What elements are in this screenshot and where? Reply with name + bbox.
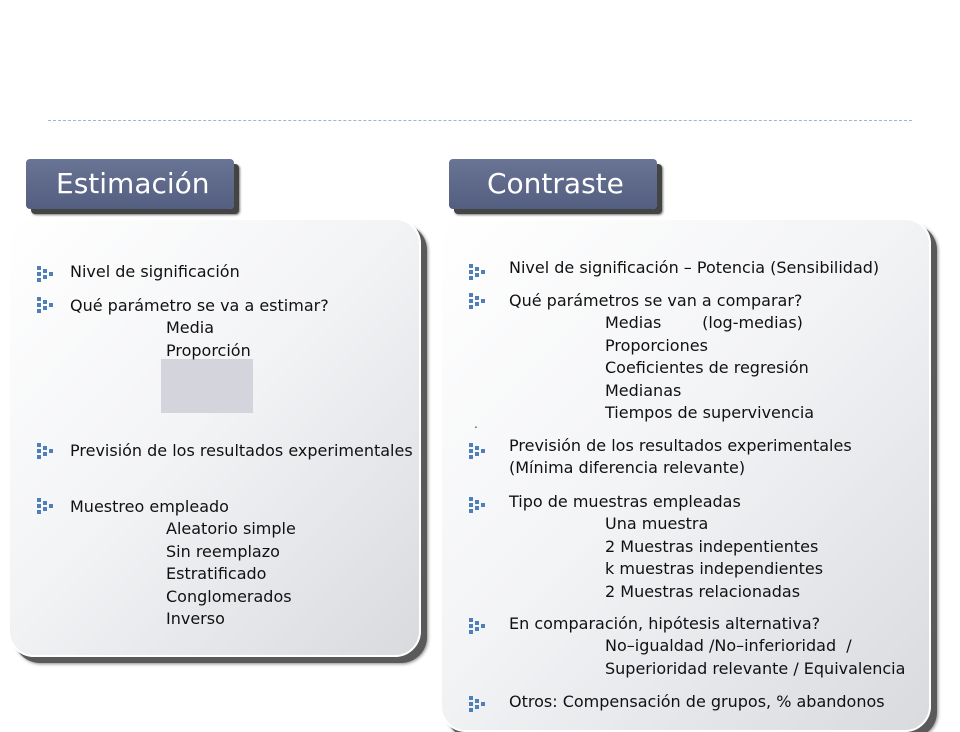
item-sub: Inverso (166, 609, 225, 629)
contraste-title: Contraste (449, 159, 657, 209)
list-item (509, 691, 885, 713)
list-item (509, 435, 852, 480)
item-heading: Previsión de los resultados experimentales (509, 436, 852, 455)
item-sub: Una muestra (605, 514, 709, 534)
item-heading: En comparación, hipótesis alternativa? (509, 614, 821, 633)
item-sub: Proporción (166, 340, 251, 360)
item-heading: Muestreo empleado (70, 497, 229, 516)
estimacion-title: Estimación (26, 159, 234, 209)
item-sub: Superioridad relevante / Equivalencia (605, 658, 906, 678)
list-item (70, 295, 329, 362)
chevron-dots-icon (467, 260, 489, 282)
item-heading: Otros: Compensación de grupos, % abandonos (509, 692, 885, 711)
item-sub: No–igualdad /No–inferioridad / (605, 636, 852, 656)
item-sub: Medianas (605, 380, 682, 400)
item-sub: k muestras independientes (605, 559, 824, 579)
item-sub: Coeficientes de regresión (605, 358, 809, 378)
chevron-dots-icon (467, 289, 489, 311)
list-item (70, 261, 240, 283)
chevron-dots-icon (467, 493, 489, 515)
chevron-dots-icon (35, 439, 57, 461)
item-sub: Sin reemplazo (166, 541, 280, 561)
image-placeholder (161, 359, 253, 413)
chevron-dots-icon (467, 692, 489, 714)
chevron-dots-icon (35, 293, 57, 315)
item-sub: Estratificado (166, 564, 267, 584)
item-sub: 2 Muestras relacionadas (605, 581, 801, 601)
item-sub: 2 Muestras indepentientes (605, 536, 819, 556)
item-sub: Medias (log-medias) (605, 313, 803, 333)
item-heading-cont: (Mínima diferencia relevante) (509, 458, 746, 478)
item-heading: Qué parámetro se va a estimar? (70, 296, 329, 315)
list-item (509, 290, 814, 424)
chevron-dots-icon (467, 614, 489, 636)
item-sub: Media (166, 318, 215, 338)
stray-dot: . (474, 417, 478, 431)
item-sub: Proporciones (605, 335, 708, 355)
chevron-dots-icon (467, 439, 489, 461)
item-sub: Aleatorio simple (166, 519, 296, 539)
item-sub: Conglomerados (166, 586, 292, 606)
item-heading: Previsión de los resultados experimentales (70, 441, 413, 460)
item-heading: Nivel de significación (70, 262, 240, 281)
list-item (70, 440, 413, 462)
list-item (509, 491, 823, 603)
chevron-dots-icon (35, 262, 57, 284)
header-divider (48, 120, 912, 121)
item-sub: Tiempos de supervivencia (605, 403, 815, 423)
item-heading: Tipo de muestras empleadas (509, 492, 741, 511)
item-heading: Qué parámetros se van a comparar? (509, 291, 803, 310)
chevron-dots-icon (35, 494, 57, 516)
item-heading: Nivel de significación – Potencia (Sensibilidad) (509, 258, 880, 277)
list-item (70, 496, 296, 630)
list-item (509, 257, 879, 279)
list-item (509, 613, 905, 680)
